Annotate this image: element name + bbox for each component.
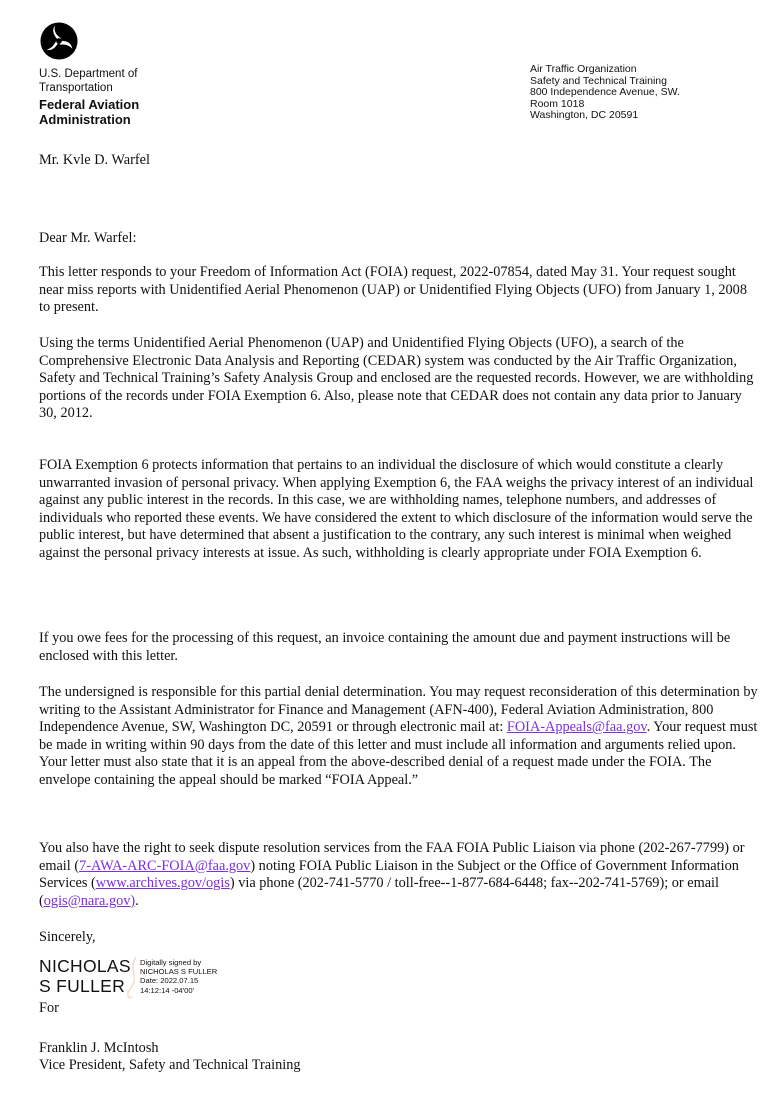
- paragraph-request-summary: This letter responds to your Freedom of Information Act (FOIA) request, 2022-07854, dated May 31. Your request sought near miss reports with Unidentified Aerial Phenomenon (UAP) or Unidentified Flying Objects (UFO) from January 1, 2008 to present.: [39, 264, 747, 316]
- salutation: Dear Mr. Warfel:: [39, 230, 137, 246]
- digital-signature-name: [39, 956, 131, 996]
- closing: Sincerely,: [39, 929, 96, 945]
- office-line: 800 Independence Avenue, SW.: [530, 86, 680, 98]
- paragraph-appeal: [39, 684, 759, 790]
- signature-meta-line: Date: 2022.07.15: [140, 976, 199, 986]
- office-line: Washington, DC 20591: [530, 109, 639, 121]
- paragraph-fees: If you owe fees for the processing of this request, an invoice containing the amount due and payment instructions will be enclosed with this letter.: [39, 630, 731, 664]
- signature-meta-line: 14:12:14 -04'00': [140, 985, 194, 995]
- agency-line: U.S. Department of: [39, 68, 138, 80]
- signature-line: NICHOLAS: [39, 956, 131, 976]
- dot-triskelion-logo-icon: [40, 22, 78, 60]
- signer-name: Franklin J. McIntosh: [39, 1040, 159, 1056]
- office-line: Air Traffic Organization: [530, 63, 637, 75]
- signature-line: S FULLER: [39, 976, 126, 996]
- paragraph-dispute-resolution: [39, 840, 759, 910]
- ogis-website-link[interactable]: www.archives.gov/ogis: [95, 875, 230, 892]
- recipient-name: Mr. Kvle D. Warfel: [39, 152, 150, 168]
- dispute-text: .: [135, 892, 139, 909]
- paragraph-exemption-6: FOIA Exemption 6 protects information that pertains to an individual the disclosure of which would constitute a clearly unwarranted invasion of personal privacy. When applying Exemption 6, the FAA weighs the privacy interest of an individual against any public interest in the records. In this case, we are withholding names, telephone numbers, and addresses of individuals who reported these events. We have considered the extent to which disclosure of the information would serve the public interest, but have determined that absent a justification to the contrary, any such interest is minimal when weighed against the personal privacy interests at issue. As such, withholding is clearly appropriate under FOIA Exemption 6.: [39, 457, 754, 561]
- foia-appeals-email-link[interactable]: FOIA-Appeals@faa.gov: [506, 719, 647, 736]
- agency-name: [39, 68, 139, 127]
- for-label: For: [39, 1000, 59, 1016]
- office-address: [530, 64, 680, 122]
- appeal-text: The undersigned is responsible for this partial denial determination. You may request reconsideration of this determination by writing to the Assistant Administrator for Finance and Management (AFN-400), Federal Aviation Administration, 800 Independence Avenue, SW, Washington DC, 20591 or through electronic mail at:: [39, 684, 758, 736]
- office-line: Safety and Technical Training: [530, 74, 667, 87]
- office-line: Room 1018: [530, 97, 585, 110]
- agency-bold-line: Federal Aviation: [39, 97, 140, 112]
- dispute-text: ) noting FOIA Public Liaison in the Subject or the Office of Government Information Services (: [39, 857, 739, 892]
- agency-bold-line: Administration: [39, 112, 131, 127]
- paragraph-search-results: Using the terms Unidentified Aerial Phenomenon (UAP) and Unidentified Flying Objects (UFO), a search of the Comprehensive Electronic Data Analysis and Reporting (CEDAR) system was conducted by the Air Traffic Organization, Safety and Technical Training’s Safety Analysis Group and enclosed are the requested records. However, we are withholding portions of the records under FOIA Exemption 6. Also, please note that CEDAR does not contain any data prior to January 30, 2012.: [39, 335, 754, 422]
- agency-line: Transportation: [39, 81, 113, 94]
- appeal-text: . Your request must be made in writing within 90 days from the date of this letter and must include all information and arguments relied upon. Your letter must also state that it is an appeal from the above-described denial of a request made under the FOIA. The envelope containing the appeal should be marked “FOIA Appeal.”: [39, 719, 758, 788]
- signer-title: Vice President, Safety and Technical Training: [39, 1057, 301, 1073]
- ogis-email-link[interactable]: ogis@nara.gov): [43, 892, 136, 909]
- dispute-text: ) via phone (202-741-5770 / toll-free--1-877-684-6448; fax--202-741-5769); or email (: [39, 875, 719, 909]
- dispute-text: You also have the right to seek dispute resolution services from the FAA FOIA Public Liaison via phone (202-267-7799) or email (: [39, 840, 745, 874]
- foia-liaison-email-link[interactable]: 7-AWA-ARC-FOIA@faa.gov: [79, 857, 251, 874]
- signature-meta-line: NICHOLAS S FULLER: [140, 967, 218, 977]
- signature-meta-line: Digitally signed by: [140, 958, 202, 967]
- digital-signature-details[interactable]: [140, 958, 217, 995]
